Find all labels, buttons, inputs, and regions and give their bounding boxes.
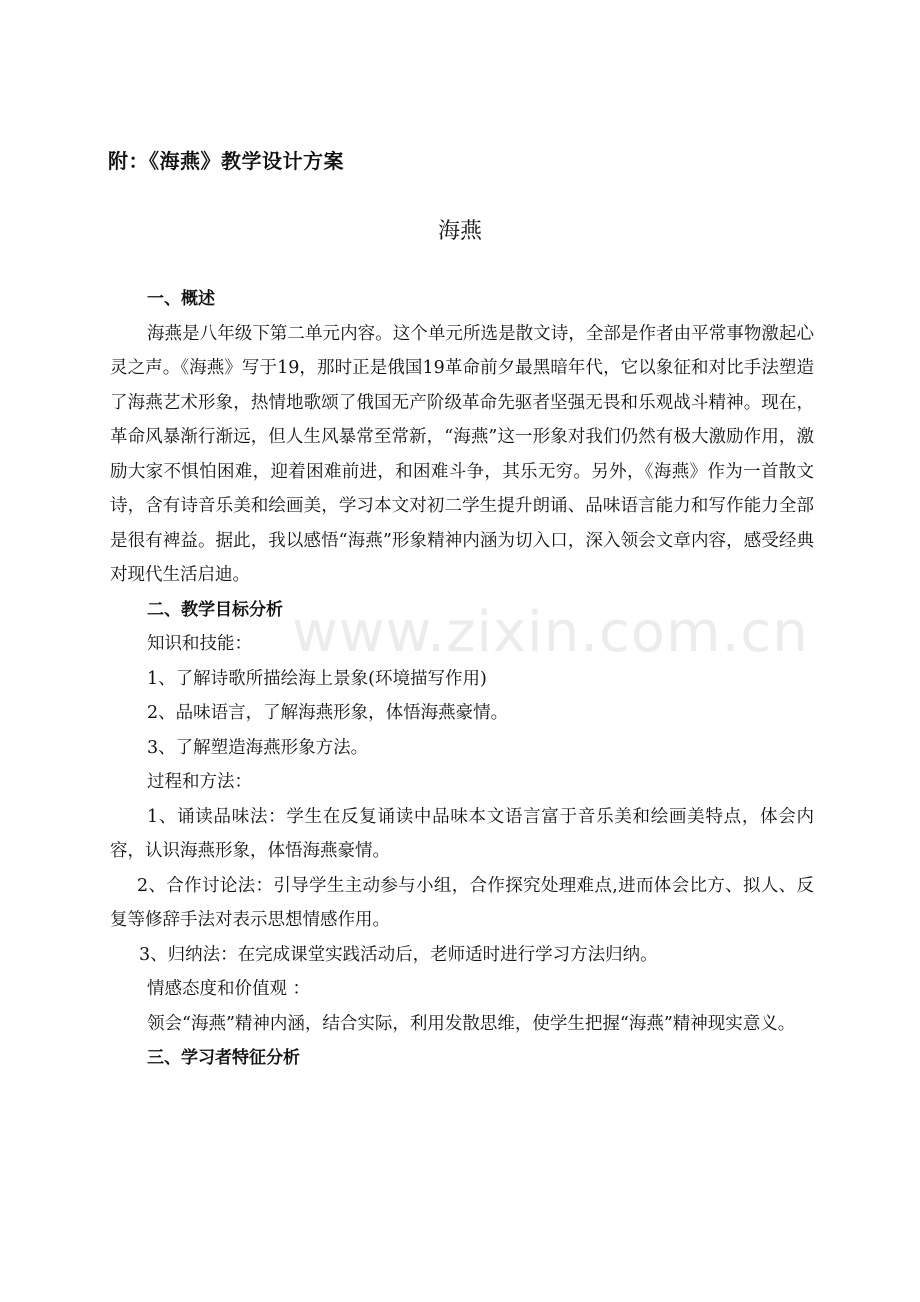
document-subtitle: 海燕 xyxy=(437,219,482,244)
attitude-paragraph: 领会“海燕”精神内涵，结合实际，利用发散思维，使学生把握“海燕”精神现实意义。 xyxy=(147,1013,796,1034)
process-item: 1、诵读品味法：学生在反复诵读中品味本文语言富于音乐美和绘画美特点，体会内容，认识海燕形象，体悟海燕豪情。 xyxy=(110,806,814,861)
process-label: 过程和方法： xyxy=(147,772,252,792)
process-item: 3、归纳法：在完成课堂实践活动后，老师适时进行学习方法归纳。 xyxy=(139,944,658,965)
section-heading-learner: 三、学习者特征分析 xyxy=(147,1048,300,1068)
document-body xyxy=(110,282,814,1076)
knowledge-item: 3、了解塑造海燕形象方法。 xyxy=(147,737,369,758)
knowledge-label: 知识和技能： xyxy=(147,634,252,654)
watermark-text: www.zixin.com.cn xyxy=(292,600,809,665)
process-item: 2、合作讨论法：引导学生主动参与小组，合作探究处理难点,进而体会比方、拟人、反复等修辞手法对表示思想情感作用。 xyxy=(110,875,814,930)
attitude-label: 情感态度和价值观 ： xyxy=(147,979,311,999)
document-title: 附：《海燕》教学设计方案 xyxy=(108,149,344,173)
knowledge-item: 1、了解诗歌所描绘海上景象(环境描写作用) xyxy=(147,668,487,689)
section-heading-goals: 二、教学目标分析 xyxy=(147,599,283,620)
section-heading-overview: 一、概述 xyxy=(147,289,215,309)
knowledge-item: 2、品味语言，了解海燕形象，体悟海燕豪情。 xyxy=(147,703,509,723)
overview-paragraph: 海燕是八年级下第二单元内容。这个单元所选是散文诗，全部是作者由平常事物激起心灵之声。《海燕》写于19，那时正是俄国19革命前夕最黑暗年代，它以象征和对比手法塑造了海燕艺术形象，热情地歌颂了俄国无产阶级革命先驱者坚强无畏和乐观战斗精神。现在，革命风暴渐行渐远，但人生风暴常至常新，“海燕”这一形象对我们仍然有极大激励作用，激励大家不惧怕困难，迎着困难前进，和困难斗争，其乐无穷。另外，《海燕》作为一首散文诗，含有诗音乐美和绘画美，学习本文对初二学生提升朗诵、品味语言能力和写作能力全部是很有裨益。据此，我以感悟“海燕”形象精神内涵为切入口，深入领会文章内容，感受经典对现代生活启迪。 xyxy=(110,323,814,585)
